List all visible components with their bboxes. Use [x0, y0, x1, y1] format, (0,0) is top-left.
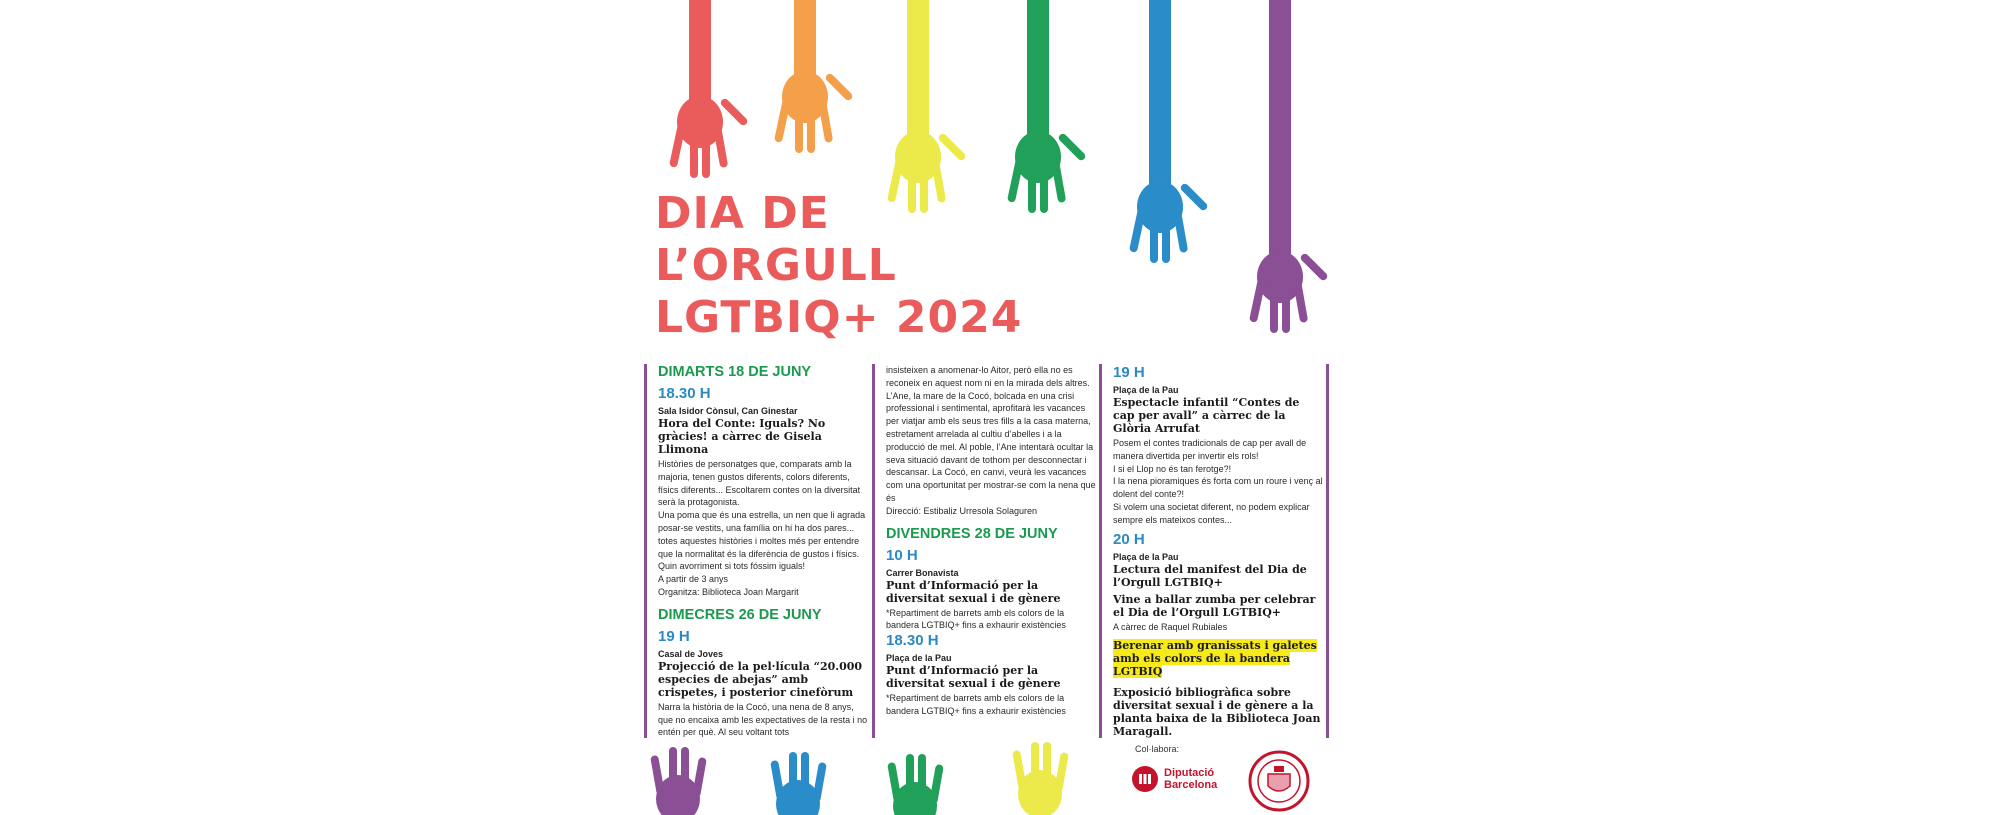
event-description: Posem el contes tradicionals de cap per avall de manera divertida per invertir els rols!: [1113, 438, 1307, 461]
blue-hand-bottom-icon: [770, 752, 827, 815]
event-description: Narra la història de la Cocó, una nena de 8 anys, que no encaixa amb les expectatives de la resta i no entén per què. Al seu voltant tots: [658, 701, 868, 738]
title-line-2: L’ORGULL: [655, 240, 897, 291]
day-heading: DIMARTS 18 DE JUNY: [658, 364, 812, 380]
event-time: 19 H: [1113, 364, 1145, 381]
program-column-2: [874, 364, 1096, 738]
event-time: 18.30 H: [886, 632, 939, 650]
event-title: Punt d’Informació per la diversitat sexual i de gènere: [886, 578, 1061, 605]
event-title: Vine a ballar zumba per celebrar el Dia de l’Orgull LGTBIQ+: [1113, 592, 1316, 619]
poster-title: [655, 188, 1022, 344]
event-time: 19 H: [658, 627, 690, 645]
event-description: *Repartiment de barrets amb els colors de la bandera LGTBIQ+ fins a exhaurir existències: [886, 693, 1066, 716]
event-place: Plaça de la Pau: [1113, 385, 1179, 395]
yellow-hand-bottom-icon: [1012, 742, 1069, 815]
event-time: 20 H: [1113, 530, 1145, 548]
event-description: A càrrec de Raquel Rubiales: [1113, 621, 1228, 632]
red-hand-icon: [669, 0, 749, 178]
event-time: 18.30 H: [658, 385, 711, 402]
title-line-3: LGTBIQ+ 2024: [655, 292, 1023, 343]
event-description: Si volem una societat diferent, no podem explicar sempre els mateixos contes...: [1113, 501, 1310, 525]
event-title: Espectacle infantil “Contes de cap per avall” a càrrec de la Glòria Arrufat: [1113, 396, 1300, 435]
event-description: I si el Llop no és tan ferotge?!: [1113, 463, 1232, 474]
event-place: Plaça de la Pau: [886, 653, 952, 664]
municipal-seal-icon: [1248, 750, 1310, 812]
diputacio-emblem-icon: [1132, 766, 1158, 792]
event-description: I la nena pioramiques és forta com un roure i venç al dolent del conte?!: [1113, 476, 1323, 500]
sponsor-label: Col·labora:: [1135, 744, 1180, 754]
exhibition-text: Exposició bibliogràfica sobre diversitat sexual i de gènere a la planta baixa de la Biblioteca Joan Maragall.: [1113, 686, 1321, 738]
event-age: A partir de 3 anys: [658, 574, 729, 585]
green-hand-bottom-icon: [887, 754, 944, 815]
event-place: Sala Isidor Cònsul, Can Ginestar: [658, 406, 798, 416]
highlighted-text: Berenar amb granissats i galetes amb els colors de la bandera LGTBIQ: [1113, 639, 1317, 679]
event-description: insisteixen a anomenar-lo Aitor, però ella no es reconeix en aquest nom ni en la mirada dels altres. L’Ane, la mare de la Cocó, bolcada en una crisi professional i sentimental, aprofitarà les vacances per viatjar amb els seus tres fills a la casa materna, estretament arrelada al cultiu d’abelles i a la producció de mel. Al poble, l’Ane intentarà ocultar la seva situació davant de tothom per desconnectar i descansar. La Cocó, en canvi, veurà les vacances com una oportunitat per mostrar-se com la nena que és: [886, 365, 1096, 503]
event-description: Una poma que és una estrella, un nen que li agrada posar-se vestits, una família on hi ha dos pares... totes aquestes històries i moltes més per entendre que la normalitat és la diferència de gustos i físics. Quin avorriment si tots fóssim iguals!: [658, 510, 866, 572]
yellow-hand-icon: [887, 0, 967, 213]
diputacio-line-2: Barcelona: [1164, 779, 1218, 791]
event-description: *Repartiment de barrets amb els colors de la bandera LGTBIQ+ fins a exhaurir existències: [886, 607, 1066, 631]
event-description: Històries de personatges que, comparats amb la majoria, tenen gustos diferents, colors diferents, físics diferents... Escoltarem contes on la diversitat serà la protagonista.: [658, 459, 861, 508]
diputacio-logo: [1132, 766, 1217, 792]
day-heading: DIVENDRES 28 DE JUNY: [886, 525, 1058, 542]
event-organizer: Organitza: Biblioteca Joan Margarit: [658, 586, 799, 597]
poster: [640, 0, 1360, 815]
title-line-1: DIA DE: [655, 188, 830, 239]
event-title: Hora del Conte: Iguals? No gràcies! a càrrec de Gisela Llimona: [658, 417, 826, 456]
program-column-1: [646, 364, 868, 738]
event-place: Carrer Bonavista: [886, 567, 959, 578]
film-director: Direcció: Estibaliz Urresola Solaguren: [886, 505, 1038, 516]
event-title: Lectura del manifest del Dia de l’Orgull LGTBIQ+: [1113, 562, 1307, 589]
event-title: Punt d’Informació per la diversitat sexual i de gènere: [886, 664, 1061, 691]
event-title: Projecció de la pel·lícula “20.000 especies de abejas” amb crispetes, i posterior cinefòrum: [658, 659, 863, 699]
diputacio-line-1: Diputació: [1164, 767, 1215, 779]
orange-hand-icon: [774, 0, 854, 153]
purple-hand-icon: [1249, 0, 1329, 333]
event-title-highlighted: [1113, 639, 1323, 678]
event-time: 10 H: [886, 546, 918, 564]
green-hand-icon: [1007, 0, 1087, 213]
column-divider: [1326, 364, 1329, 738]
purple-hand-bottom-icon: [650, 747, 707, 815]
day-heading: DIMECRES 26 DE JUNY: [658, 606, 822, 623]
program-column-3: [1101, 364, 1323, 738]
event-place: Plaça de la Pau: [1113, 551, 1179, 562]
event-place: Casal de Joves: [658, 648, 724, 659]
blue-hand-icon: [1129, 0, 1209, 263]
